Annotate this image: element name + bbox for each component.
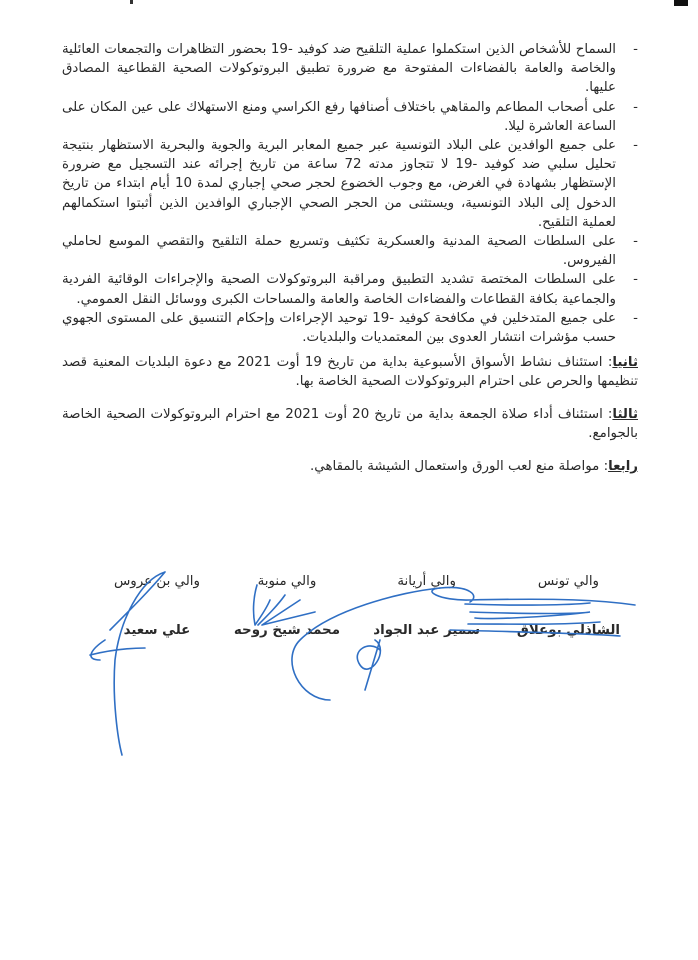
scan-dot-mark <box>130 0 133 4</box>
signatory-name: علي سعيد <box>123 623 191 638</box>
signature-block <box>60 572 640 692</box>
separator: : <box>603 458 609 474</box>
signatory-tunis <box>517 572 620 640</box>
signatory-title: والي أريانة <box>397 574 456 589</box>
section-text: استئناف نشاط الأسواق الأسبوعية بداية من تاريخ 19 أوت 2021 مع دعوة البلديات المعنية قصد تنظيمها والحرص على احترام البروتوكولات الصحية الخاصة بها. <box>62 355 638 390</box>
section-lead: رابعا <box>608 458 638 474</box>
measures-list <box>62 40 638 347</box>
decree-body <box>62 40 638 489</box>
section-second <box>62 353 638 391</box>
measure-item: - على جميع الوافدين على البلاد التونسية عبر جميع المعابر البرية والجوية والبحرية الاستظهار بنتيجة تحليل سلبي ضد كوفيد -19 لا تتجاوز مدته 72 ساعة من تاريخ إجرائه عند التسجيل مع ضرورة الإستظهار بشهادة في الغرض، مع وجوب الخضوع لحجر صحي إجباري لمدة 10 أيام ابتداء من تاريخ الدخول إلى البلاد التونسية، ويستثنى من الحجر الصحي الإجباري الوافدين الذين أثبتوا استكمالهم لعملية التلقيح. <box>62 136 638 232</box>
section-text: استئناف أداء صلاة الجمعة بداية من تاريخ 20 أوت 2021 مع احترام البروتوكولات الصحية الخاصة بالجوامع. <box>62 407 638 442</box>
separator: : <box>607 407 613 423</box>
measure-item: - على السلطات المختصة تشديد التطبيق ومراقبة البروتوكولات الصحية والإجراءات الوقائية الفردية والجماعية بكافة القطاعات والفضاءات الخاصة والعامة والمساحات الكبرى ووسائل النقل العمومي. <box>62 270 638 308</box>
section-third <box>62 405 638 443</box>
signatory-manouba <box>234 572 340 640</box>
signatory-name: محمد شيخ روحه <box>233 623 340 638</box>
section-fourth <box>62 457 638 476</box>
signatory-name: الشاذلي بوعلاق <box>516 623 620 638</box>
measure-item: - على جميع المتدخلين في مكافحة كوفيد -19 توحيد الإجراءات وإحكام التنسيق على المستوى الجهوي حسب مؤشرات انتشار العدوى بين المعتمديات والبلديات. <box>62 309 638 347</box>
signatory-title: والي بن عروس <box>113 574 200 589</box>
signatory-ben-arous <box>114 572 200 640</box>
section-lead: ثانيا <box>612 355 638 371</box>
measure-item: - على أصحاب المطاعم والمقاهي باختلاف أصنافها رفع الكراسي ومنع الاستهلاك على عين المكان على الساعة العاشرة ليلا. <box>62 98 638 136</box>
signatory-title: والي منوبة <box>257 574 317 589</box>
section-lead: ثالثا <box>612 407 639 423</box>
signatory-title: والي تونس <box>537 574 600 589</box>
section-text: مواصلة منع لعب الورق واستعمال الشيشة بالمقاهي. <box>310 458 604 474</box>
signatory-name: سمير عبد الجواد <box>373 623 480 638</box>
separator: : <box>607 355 613 371</box>
signatory-ariana <box>373 572 480 640</box>
measure-item: - على السلطات الصحية المدنية والعسكرية تكثيف وتسريع حملة التلقيح والتقصي الموسع لحاملي الفيروس. <box>62 232 638 270</box>
measure-item: - السماح للأشخاص الذين استكملوا عملية التلقيح ضد كوفيد -19 بحضور التظاهرات والتجمعات العائلية والخاصة والعامة بالفضاءات المفتوحة مع ضرورة تطبيق البروتوكولات الصحية القطاعية المصادق عليها. <box>62 40 638 98</box>
scan-corner-mark <box>674 0 688 6</box>
